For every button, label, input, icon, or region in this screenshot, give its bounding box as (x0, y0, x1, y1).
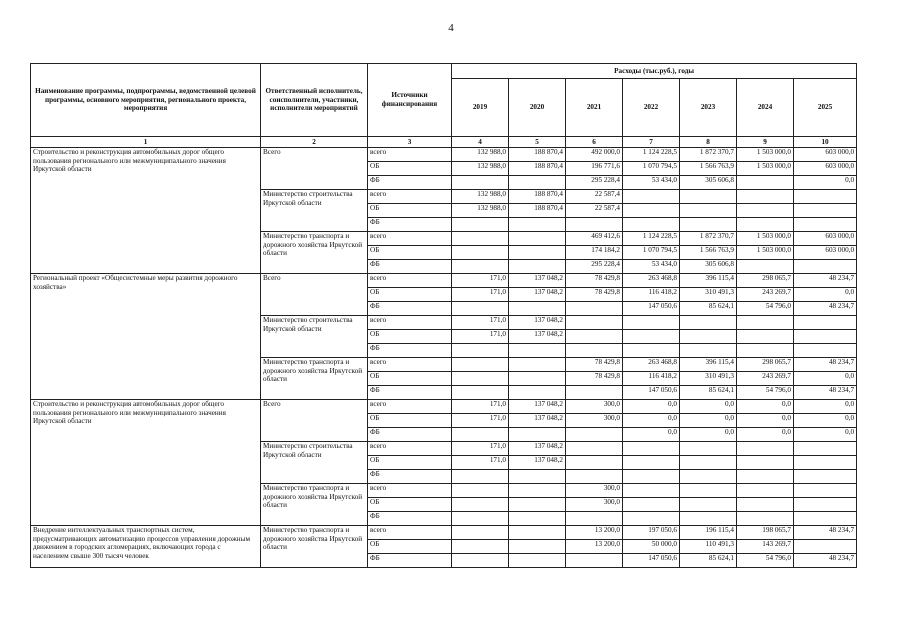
executor-name: Министерство транспорта и дорожного хозяйства Иркутской области (261, 526, 368, 568)
expense-value: 188 870,4 (509, 204, 566, 218)
funding-source: ОБ (368, 372, 452, 386)
expense-value (737, 456, 794, 470)
executor-name: Министерство строительства Иркутской области (261, 442, 368, 484)
expense-value (452, 512, 509, 526)
funding-source: ФБ (368, 302, 452, 316)
expense-value: 298 065,7 (737, 274, 794, 288)
executor-name: Всего (261, 400, 368, 442)
expense-value: 137 048,2 (509, 414, 566, 428)
expenses-table (30, 63, 857, 568)
expense-value (680, 190, 737, 204)
expense-value (452, 484, 509, 498)
header-executor: Ответственный исполнитель, соисполнители, участники, исполнители мероприятий (261, 64, 368, 137)
funding-source: ФБ (368, 512, 452, 526)
header-year: 2021 (566, 79, 623, 137)
expense-value: 305 606,8 (680, 176, 737, 190)
expense-value (623, 218, 680, 232)
funding-source: ОБ (368, 540, 452, 554)
expense-value (452, 526, 509, 540)
expense-value (566, 218, 623, 232)
funding-source: ОБ (368, 162, 452, 176)
expense-value (737, 218, 794, 232)
expense-value: 147 050,6 (623, 554, 680, 568)
executor-name: Всего (261, 274, 368, 316)
expense-value: 48 234,7 (794, 302, 857, 316)
header-year: 2024 (737, 79, 794, 137)
expense-value: 174 184,2 (566, 246, 623, 260)
funding-source: всего (368, 358, 452, 372)
expense-value: 78 429,8 (566, 288, 623, 302)
expense-value: 0,0 (680, 428, 737, 442)
column-number: 7 (623, 137, 680, 148)
expense-value: 78 429,8 (566, 358, 623, 372)
expense-value: 243 269,7 (737, 288, 794, 302)
expense-value: 188 870,4 (509, 162, 566, 176)
expense-value (452, 344, 509, 358)
expense-value: 171,0 (452, 316, 509, 330)
column-number: 9 (737, 137, 794, 148)
expense-value (623, 470, 680, 484)
expense-value (509, 260, 566, 274)
expense-value: 0,0 (794, 414, 857, 428)
expense-value: 0,0 (737, 400, 794, 414)
funding-source: ФБ (368, 386, 452, 400)
expense-value (509, 232, 566, 246)
expense-value: 603 000,0 (794, 232, 857, 246)
expense-value: 0,0 (737, 414, 794, 428)
expense-value (737, 330, 794, 344)
expense-value (452, 372, 509, 386)
executor-name: Министерство транспорта и дорожного хозяйства Иркутской области (261, 232, 368, 274)
expense-value (509, 470, 566, 484)
expense-value: 48 234,7 (794, 274, 857, 288)
expense-value (623, 484, 680, 498)
expense-value: 137 048,2 (509, 442, 566, 456)
expense-value (452, 470, 509, 484)
expense-value (680, 316, 737, 330)
expense-value: 48 234,7 (794, 358, 857, 372)
expense-value (794, 190, 857, 204)
expense-value: 469 412,6 (566, 232, 623, 246)
expense-value (452, 428, 509, 442)
column-number: 8 (680, 137, 737, 148)
funding-source: ФБ (368, 470, 452, 484)
expense-value: 1 503 000,0 (737, 246, 794, 260)
expense-value: 147 050,6 (623, 386, 680, 400)
expense-value (452, 176, 509, 190)
funding-source: всего (368, 442, 452, 456)
expense-value: 263 468,8 (623, 274, 680, 288)
expense-value: 1 503 000,0 (737, 162, 794, 176)
expense-value (737, 344, 794, 358)
funding-source: ФБ (368, 176, 452, 190)
expense-value: 396 115,4 (680, 274, 737, 288)
expense-value (680, 470, 737, 484)
expense-value (452, 386, 509, 400)
expense-value (737, 260, 794, 274)
expense-value: 492 000,0 (566, 148, 623, 162)
expense-value (566, 456, 623, 470)
expense-value: 1 503 000,0 (737, 148, 794, 162)
expense-value (794, 204, 857, 218)
expense-value (737, 470, 794, 484)
expense-value: 171,0 (452, 330, 509, 344)
expense-value: 137 048,2 (509, 330, 566, 344)
funding-source: всего (368, 400, 452, 414)
expense-value: 137 048,2 (509, 400, 566, 414)
expense-value (452, 260, 509, 274)
expense-value: 110 491,3 (680, 540, 737, 554)
expense-value (794, 456, 857, 470)
header-year: 2025 (794, 79, 857, 137)
expense-value (509, 344, 566, 358)
executor-name: Министерство транспорта и дорожного хозяйства Иркутской области (261, 358, 368, 400)
expense-value: 300,0 (566, 400, 623, 414)
expense-value (452, 302, 509, 316)
expense-value (509, 358, 566, 372)
table-row (31, 274, 857, 288)
funding-source: всего (368, 316, 452, 330)
expense-value: 197 050,6 (623, 526, 680, 540)
expense-value (794, 540, 857, 554)
expense-value (680, 484, 737, 498)
expense-value: 48 234,7 (794, 526, 857, 540)
expense-value (794, 344, 857, 358)
expense-value: 188 870,4 (509, 148, 566, 162)
expense-value (794, 330, 857, 344)
expense-value (509, 218, 566, 232)
expense-value: 0,0 (737, 428, 794, 442)
funding-source: ФБ (368, 428, 452, 442)
expense-value: 53 434,0 (623, 260, 680, 274)
expense-value (509, 386, 566, 400)
expense-value (566, 428, 623, 442)
expense-value (623, 344, 680, 358)
expense-value (794, 316, 857, 330)
expense-value: 263 468,8 (623, 358, 680, 372)
expense-value: 295 228,4 (566, 176, 623, 190)
expense-value: 1 070 794,5 (623, 162, 680, 176)
expense-value (680, 456, 737, 470)
column-number: 10 (794, 137, 857, 148)
expense-value: 54 796,0 (737, 386, 794, 400)
expense-value (737, 190, 794, 204)
program-name: Внедрение интеллектуальных транспортных систем, предусматривающих автоматизацию процессов управления дорожным движением в городских агломерациях, включающих города с населением свыше 300 тысяч человек (31, 526, 261, 568)
expense-value: 196 771,6 (566, 162, 623, 176)
header-year: 2022 (623, 79, 680, 137)
expense-value: 0,0 (794, 288, 857, 302)
expense-value: 0,0 (680, 400, 737, 414)
expense-value (566, 330, 623, 344)
expense-value (566, 554, 623, 568)
expense-value (509, 540, 566, 554)
expense-value: 0,0 (794, 400, 857, 414)
funding-source: ОБ (368, 456, 452, 470)
expense-value: 295 228,4 (566, 260, 623, 274)
header-year: 2023 (680, 79, 737, 137)
expense-value (566, 344, 623, 358)
expense-value: 310 491,3 (680, 288, 737, 302)
table-row (31, 400, 857, 414)
funding-source: ОБ (368, 288, 452, 302)
expense-value (623, 512, 680, 526)
expense-value: 300,0 (566, 414, 623, 428)
funding-source: всего (368, 526, 452, 540)
expense-value (566, 442, 623, 456)
expense-value (623, 498, 680, 512)
funding-source: всего (368, 274, 452, 288)
funding-source: ФБ (368, 344, 452, 358)
expense-value (509, 302, 566, 316)
expense-value: 196 115,4 (680, 526, 737, 540)
program-name: Региональный проект «Общесистемные меры развития дорожного хозяйства» (31, 274, 261, 400)
expense-value: 143 269,7 (737, 540, 794, 554)
expense-value: 1 566 763,9 (680, 246, 737, 260)
table-row (31, 148, 857, 162)
expense-value: 137 048,2 (509, 274, 566, 288)
expense-value (509, 526, 566, 540)
header-year: 2020 (509, 79, 566, 137)
expense-value: 300,0 (566, 498, 623, 512)
expense-value (452, 540, 509, 554)
expense-value (452, 554, 509, 568)
expense-value (452, 218, 509, 232)
expense-value (794, 498, 857, 512)
expense-value: 0,0 (623, 414, 680, 428)
funding-source: ОБ (368, 330, 452, 344)
expense-value: 22 587,4 (566, 190, 623, 204)
program-name: Строительство и реконструкция автомобильных дорог общего пользования регионального или межмуниципального значения Иркутской области (31, 148, 261, 274)
funding-source: всего (368, 190, 452, 204)
expense-value: 603 000,0 (794, 162, 857, 176)
expense-value (566, 386, 623, 400)
column-number: 4 (452, 137, 509, 148)
expense-value: 53 434,0 (623, 176, 680, 190)
funding-source: ОБ (368, 414, 452, 428)
expense-value: 1 503 000,0 (737, 232, 794, 246)
expense-value: 54 796,0 (737, 554, 794, 568)
expense-value: 171,0 (452, 442, 509, 456)
executor-name: Министерство строительства Иркутской области (261, 190, 368, 232)
expense-value: 198 065,7 (737, 526, 794, 540)
expense-value (566, 470, 623, 484)
expense-value (680, 218, 737, 232)
expense-value (794, 260, 857, 274)
expense-value: 171,0 (452, 288, 509, 302)
expense-value (566, 512, 623, 526)
expense-value: 137 048,2 (509, 316, 566, 330)
expense-value: 171,0 (452, 400, 509, 414)
funding-source: ОБ (368, 204, 452, 218)
expense-value: 0,0 (794, 372, 857, 386)
expense-value: 1 566 763,9 (680, 162, 737, 176)
expense-value: 48 234,7 (794, 554, 857, 568)
column-number: 5 (509, 137, 566, 148)
expense-value: 78 429,8 (566, 274, 623, 288)
table-body (31, 148, 857, 568)
expense-value (680, 498, 737, 512)
expense-value (737, 498, 794, 512)
expense-value: 1 124 228,5 (623, 232, 680, 246)
expense-value (794, 512, 857, 526)
expense-value: 310 491,3 (680, 372, 737, 386)
expense-value: 13 200,0 (566, 526, 623, 540)
expense-value: 13 200,0 (566, 540, 623, 554)
expense-value (623, 190, 680, 204)
expense-value: 305 606,8 (680, 260, 737, 274)
expense-value (680, 204, 737, 218)
expense-value: 132 988,0 (452, 190, 509, 204)
expense-value (623, 316, 680, 330)
expense-value: 132 988,0 (452, 204, 509, 218)
page-number: 4 (448, 22, 454, 34)
expense-value: 1 872 370,7 (680, 232, 737, 246)
expense-value (794, 484, 857, 498)
header-expenses: Расходы (тыс.руб.), годы (452, 64, 857, 79)
expense-value (623, 442, 680, 456)
expense-value (680, 344, 737, 358)
expense-value: 1 124 228,5 (623, 148, 680, 162)
expense-value: 132 988,0 (452, 162, 509, 176)
expense-value: 298 065,7 (737, 358, 794, 372)
expense-value (737, 176, 794, 190)
expense-value: 171,0 (452, 274, 509, 288)
header-name: Наименование программы, подпрограммы, ведомственной целевой программы, основного мероприятия, регионального проекта, мероприятия (31, 64, 261, 137)
expense-value (737, 316, 794, 330)
expense-value: 171,0 (452, 414, 509, 428)
expense-value: 78 429,8 (566, 372, 623, 386)
funding-source: всего (368, 232, 452, 246)
expense-value (452, 498, 509, 512)
funding-source: всего (368, 484, 452, 498)
funding-source: ОБ (368, 498, 452, 512)
expense-value: 300,0 (566, 484, 623, 498)
executor-name: Всего (261, 148, 368, 190)
expense-value (509, 498, 566, 512)
expense-value (794, 442, 857, 456)
column-number: 2 (261, 137, 368, 148)
expense-value (680, 512, 737, 526)
expense-value: 116 418,2 (623, 288, 680, 302)
column-number: 6 (566, 137, 623, 148)
expense-value (794, 218, 857, 232)
header-sources: Источники финансирования (368, 64, 452, 137)
expense-value (737, 484, 794, 498)
expense-value: 137 048,2 (509, 288, 566, 302)
executor-name: Министерство транспорта и дорожного хозяйства Иркутской области (261, 484, 368, 526)
expense-value: 0,0 (794, 428, 857, 442)
column-number: 1 (31, 137, 261, 148)
funding-source: ФБ (368, 554, 452, 568)
table-row (31, 526, 857, 540)
expense-value (509, 176, 566, 190)
program-name: Строительство и реконструкция автомобильных дорог общего пользования регионального или межмуниципального значения Иркутской области (31, 400, 261, 526)
expense-value (623, 330, 680, 344)
expense-value: 396 115,4 (680, 358, 737, 372)
funding-source: ФБ (368, 260, 452, 274)
expense-value: 603 000,0 (794, 246, 857, 260)
expense-value (737, 442, 794, 456)
expense-value: 50 000,0 (623, 540, 680, 554)
executor-name: Министерство строительства Иркутской области (261, 316, 368, 358)
expense-value: 85 624,1 (680, 386, 737, 400)
expense-value (623, 456, 680, 470)
expense-value: 188 870,4 (509, 190, 566, 204)
expense-value: 1 070 794,5 (623, 246, 680, 260)
expense-value (509, 484, 566, 498)
expense-value (566, 302, 623, 316)
expense-value: 603 000,0 (794, 148, 857, 162)
expense-value: 171,0 (452, 456, 509, 470)
expense-value (452, 246, 509, 260)
expense-value (680, 330, 737, 344)
header-year: 2019 (452, 79, 509, 137)
expense-value: 48 234,7 (794, 386, 857, 400)
expense-value (509, 554, 566, 568)
expense-value: 22 587,4 (566, 204, 623, 218)
expense-value: 0,0 (680, 414, 737, 428)
expense-value (680, 442, 737, 456)
column-number: 3 (368, 137, 452, 148)
funding-source: ОБ (368, 246, 452, 260)
expense-value: 116 418,2 (623, 372, 680, 386)
expense-value: 132 988,0 (452, 148, 509, 162)
expense-value (509, 372, 566, 386)
funding-source: всего (368, 148, 452, 162)
expense-value (452, 232, 509, 246)
expense-value (566, 316, 623, 330)
expense-value (509, 512, 566, 526)
expense-value (623, 204, 680, 218)
expense-value: 54 796,0 (737, 302, 794, 316)
expense-value (509, 246, 566, 260)
expense-value (737, 512, 794, 526)
expense-value (452, 358, 509, 372)
expense-value (509, 428, 566, 442)
expense-value: 243 269,7 (737, 372, 794, 386)
funding-source: ФБ (368, 218, 452, 232)
expense-value: 147 050,6 (623, 302, 680, 316)
expense-value (737, 204, 794, 218)
expense-value: 0,0 (794, 176, 857, 190)
expense-value: 0,0 (623, 428, 680, 442)
expense-value: 0,0 (623, 400, 680, 414)
expense-value (794, 470, 857, 484)
expense-value: 85 624,1 (680, 302, 737, 316)
expense-value: 137 048,2 (509, 456, 566, 470)
expense-value: 85 624,1 (680, 554, 737, 568)
expense-value: 1 872 370,7 (680, 148, 737, 162)
